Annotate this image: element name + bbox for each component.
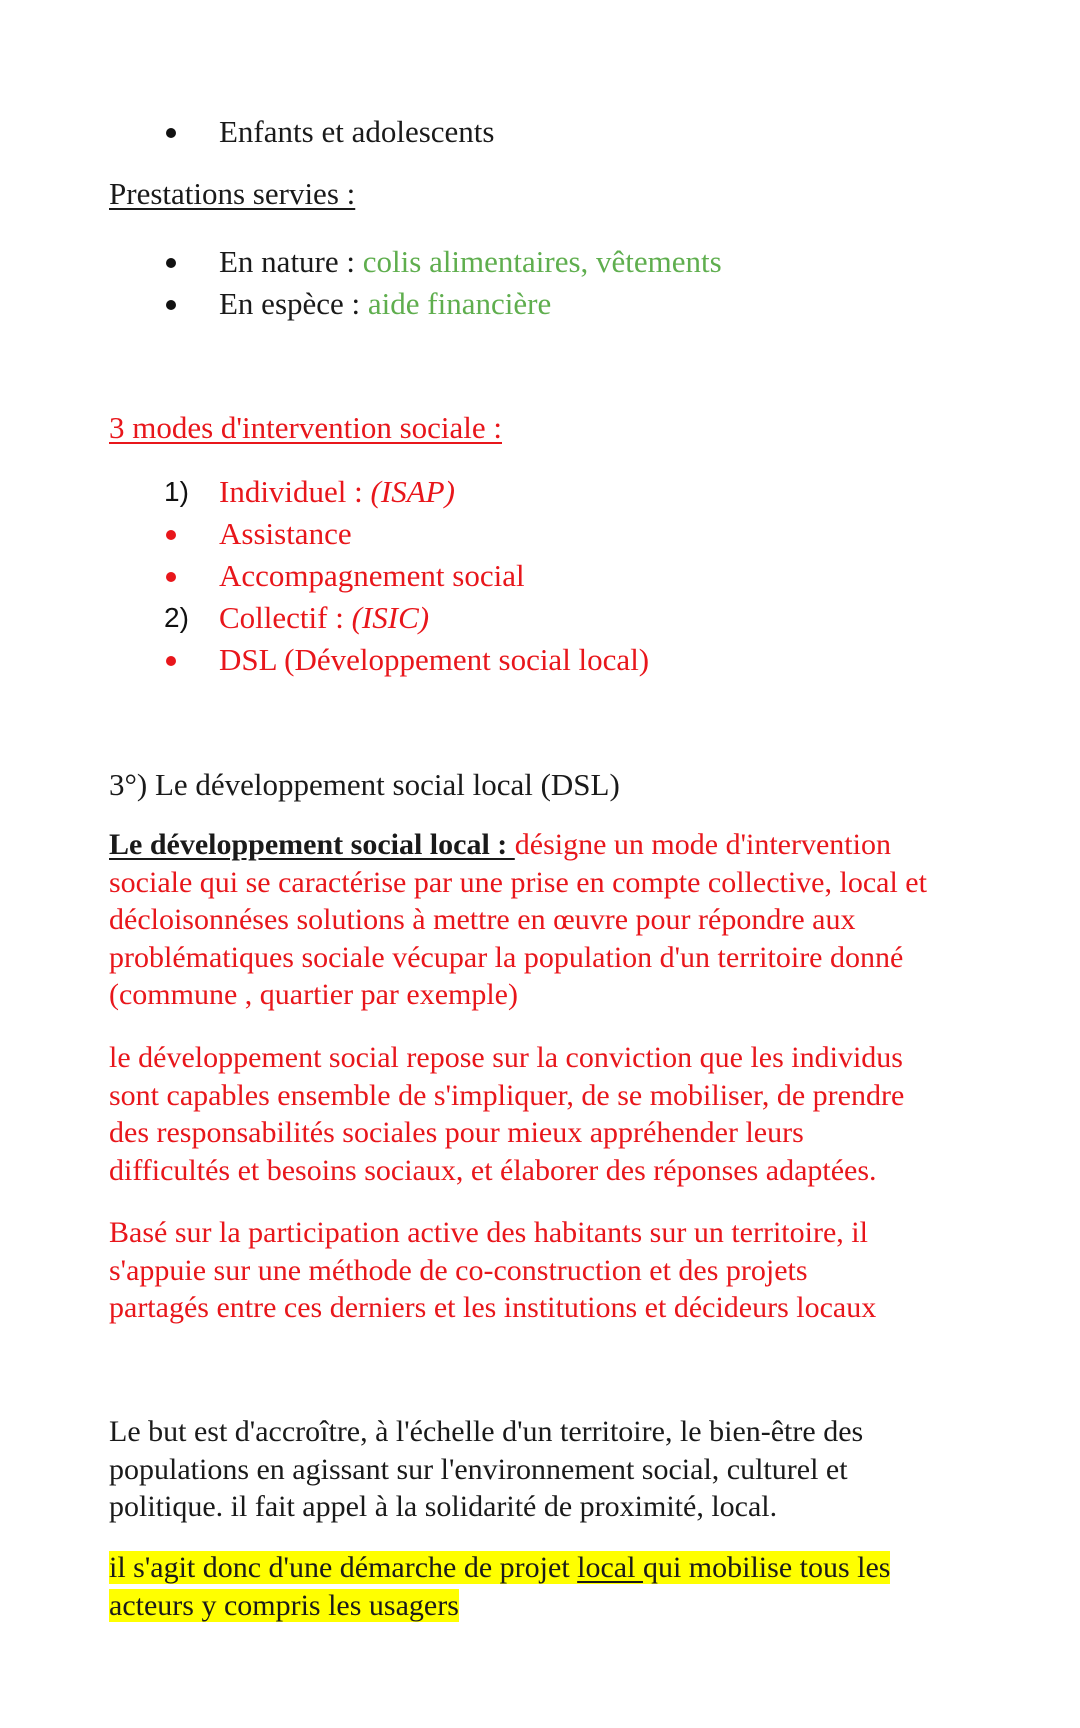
- prestation-item: En espèce : aide financière: [219, 286, 552, 321]
- paragraph: le développement social repose sur la conviction que les individus sont capables ensemble de s'impliquer, de se mobiliser, de prendre des responsabilités sociales pour mieux appréhender leurs difficultés et besoins sociaux, et élaborer des réponses adaptées.: [109, 1041, 905, 1187]
- mode-item: DSL (Développement social local): [219, 642, 650, 677]
- prestation-item: En nature : colis alimentaires, vêtements: [219, 244, 722, 279]
- definition-term: Le développement social local :: [109, 828, 515, 861]
- paragraph: Basé sur la participation active des habitants sur un territoire, il s'appuie sur une méthode de co-construction et des projets partagés entre ces derniers et les institutions et décideurs locaux: [109, 1216, 877, 1325]
- mode-item: Individuel : (ISAP): [219, 474, 455, 509]
- mode-item: Assistance: [219, 516, 352, 551]
- bullet-dot: [166, 128, 176, 138]
- bullet-dot: [166, 258, 176, 268]
- section-title: 3°) Le développement social local (DSL): [109, 767, 620, 802]
- bullet-dot: [166, 300, 176, 310]
- highlighted-paragraph: il s'agit donc d'une démarche de projet local qui mobilise tous les acteurs y compris les usagers: [109, 1551, 891, 1622]
- bullet-dot: [166, 530, 176, 540]
- bullet-dot: [166, 656, 176, 666]
- bullet-item: Enfants et adolescents: [219, 114, 495, 149]
- definition-paragraph: Le développement social local : désigne un mode d'intervention sociale qui se caractérise par une prise en compte collective, local et décloisonnéses solutions à mettre en œuvre pour répondre aux problématiques sociale vécupar la population d'un territoire donné (commune , quartier par exemple): [109, 828, 927, 1012]
- list-number: 2): [164, 602, 189, 633]
- mode-item: Collectif : (ISIC): [219, 600, 430, 635]
- paragraph: Le but est d'accroître, à l'échelle d'un territoire, le bien-être des populations en agissant sur l'environnement social, culturel et politique. il fait appel à la solidarité de proximité, local.: [109, 1415, 864, 1524]
- list-number: 1): [164, 476, 189, 507]
- mode-item: Accompagnement social: [219, 558, 525, 593]
- modes-heading: 3 modes d'intervention sociale :: [109, 410, 502, 445]
- prestations-heading: Prestations servies :: [109, 176, 356, 211]
- bullet-dot: [166, 572, 176, 582]
